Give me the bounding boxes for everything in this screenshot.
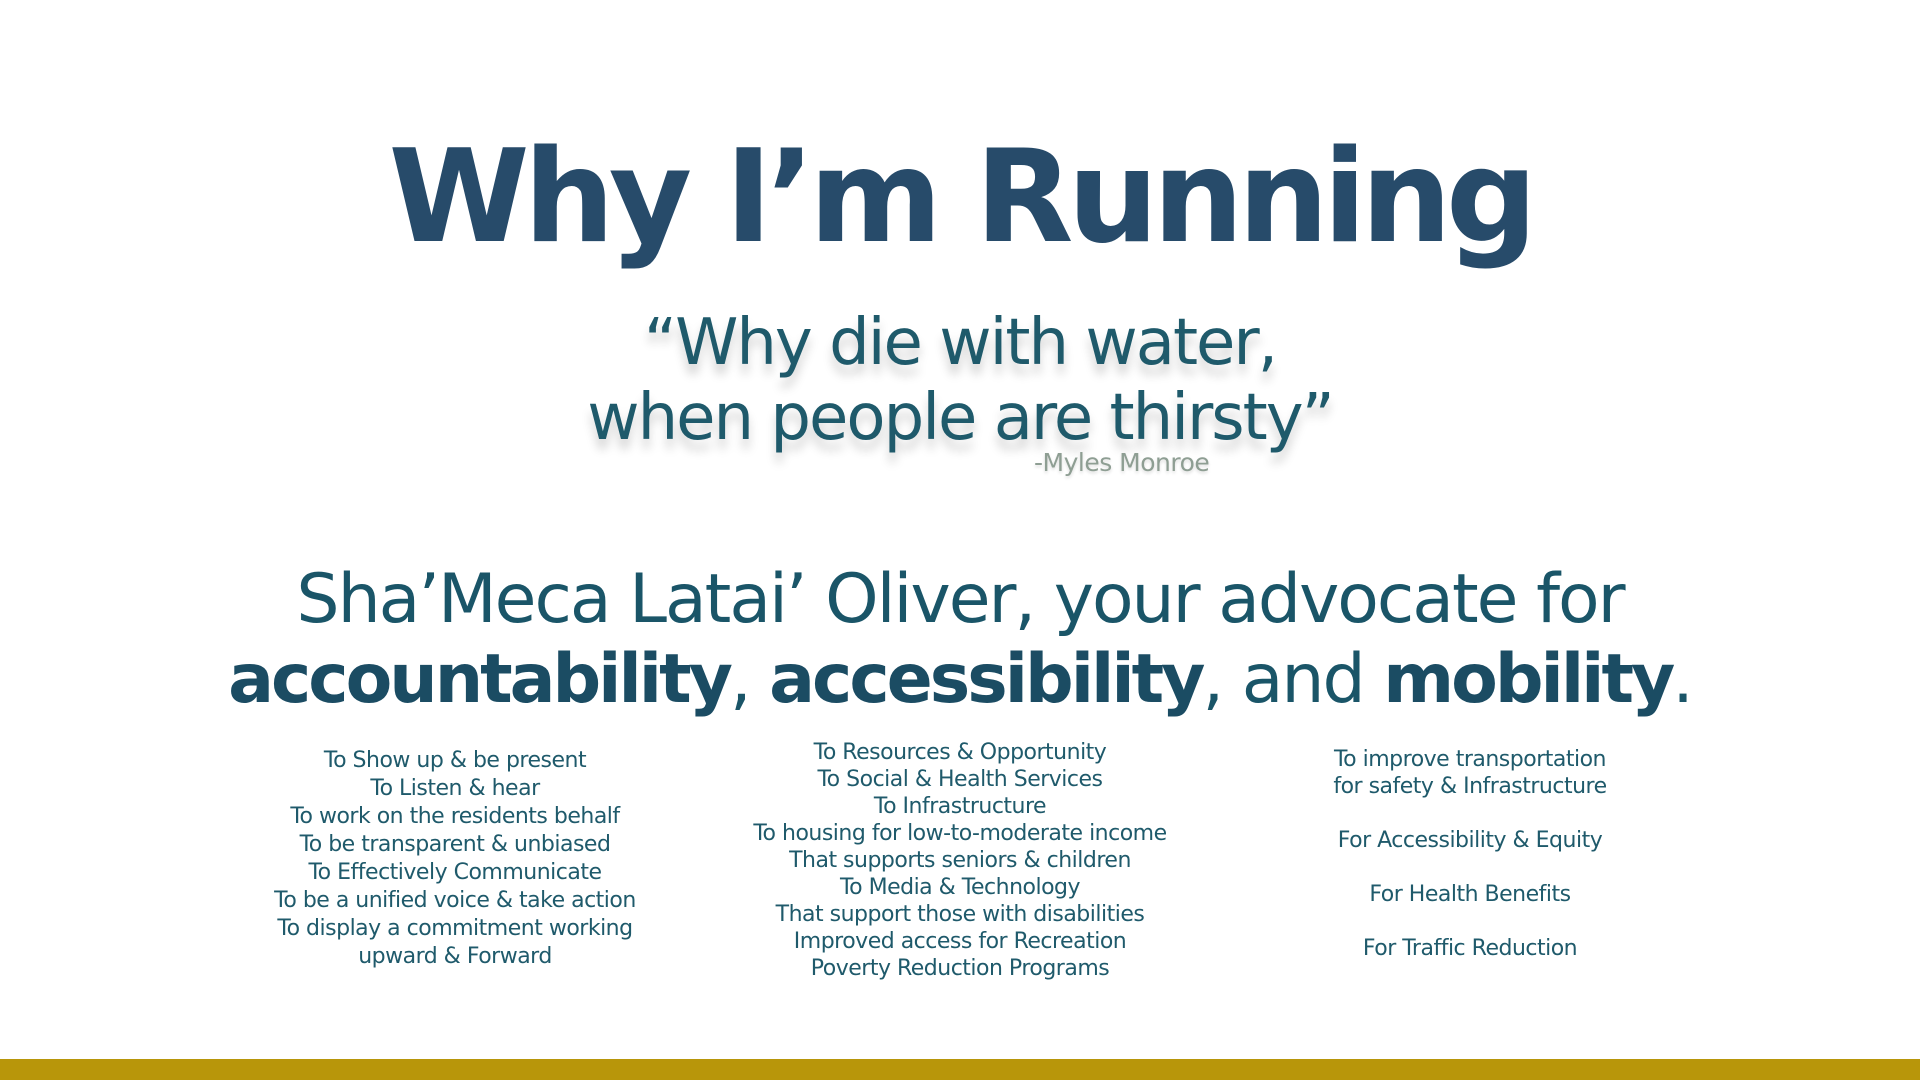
mobility-list xyxy=(1250,746,1690,962)
accessibility-list xyxy=(700,739,1220,982)
list-item: Improved access for Recreation xyxy=(793,929,1127,954)
list-item: To be transparent & unbiased xyxy=(299,832,611,857)
list-item: That supports seniors & children xyxy=(789,848,1131,873)
list-item: To Listen & hear xyxy=(370,776,540,801)
list-item: To Show up & be present xyxy=(323,748,587,773)
advocate-statement xyxy=(0,560,1920,720)
list-item: Poverty Reduction Programs xyxy=(810,956,1110,981)
list-item: To Social & Health Services xyxy=(817,767,1103,792)
list-item: That support those with disabilities xyxy=(775,902,1145,927)
advocate-values xyxy=(0,640,1920,720)
value-separator-1: , xyxy=(729,640,770,719)
list-item: For Health Benefits xyxy=(1369,882,1571,907)
quote-line-2: when people are thirsty” xyxy=(587,381,1333,455)
list-item: To improve transportation xyxy=(1333,747,1606,772)
list-item: To Effectively Communicate xyxy=(308,860,602,885)
bottom-accent-bar xyxy=(0,1059,1920,1080)
accountability-list xyxy=(200,747,710,971)
list-item: For Accessibility & Equity xyxy=(1337,828,1603,853)
value-separator-2: , and xyxy=(1202,640,1384,719)
list-item: To be a unified voice & take action xyxy=(274,888,636,913)
list-item: To work on the residents behalf xyxy=(290,804,620,829)
value-mobility: mobility xyxy=(1383,640,1673,719)
value-end-period: . xyxy=(1672,640,1692,719)
list-item: upward & Forward xyxy=(358,944,552,969)
quote-line-1: “Why die with water, xyxy=(643,306,1277,380)
list-item: To Infrastructure xyxy=(873,794,1047,819)
quote xyxy=(0,306,1920,456)
list-item: To Resources & Opportunity xyxy=(813,740,1107,765)
list-item: for safety & Infrastructure xyxy=(1333,774,1607,799)
value-accountability: accountability xyxy=(228,640,730,719)
list-item: To Media & Technology xyxy=(839,875,1081,900)
list-item: To housing for low-to-moderate income xyxy=(753,821,1167,846)
advocate-intro: Sha’Meca Latai’ Oliver, your advocate for xyxy=(296,560,1624,639)
list-item: To display a commitment working xyxy=(277,916,633,941)
page-title: Why I’m Running xyxy=(388,123,1532,272)
quote-attribution: -Myles Monroe xyxy=(1034,448,1210,477)
value-accessibility: accessibility xyxy=(769,640,1203,719)
list-item: For Traffic Reduction xyxy=(1362,936,1578,961)
